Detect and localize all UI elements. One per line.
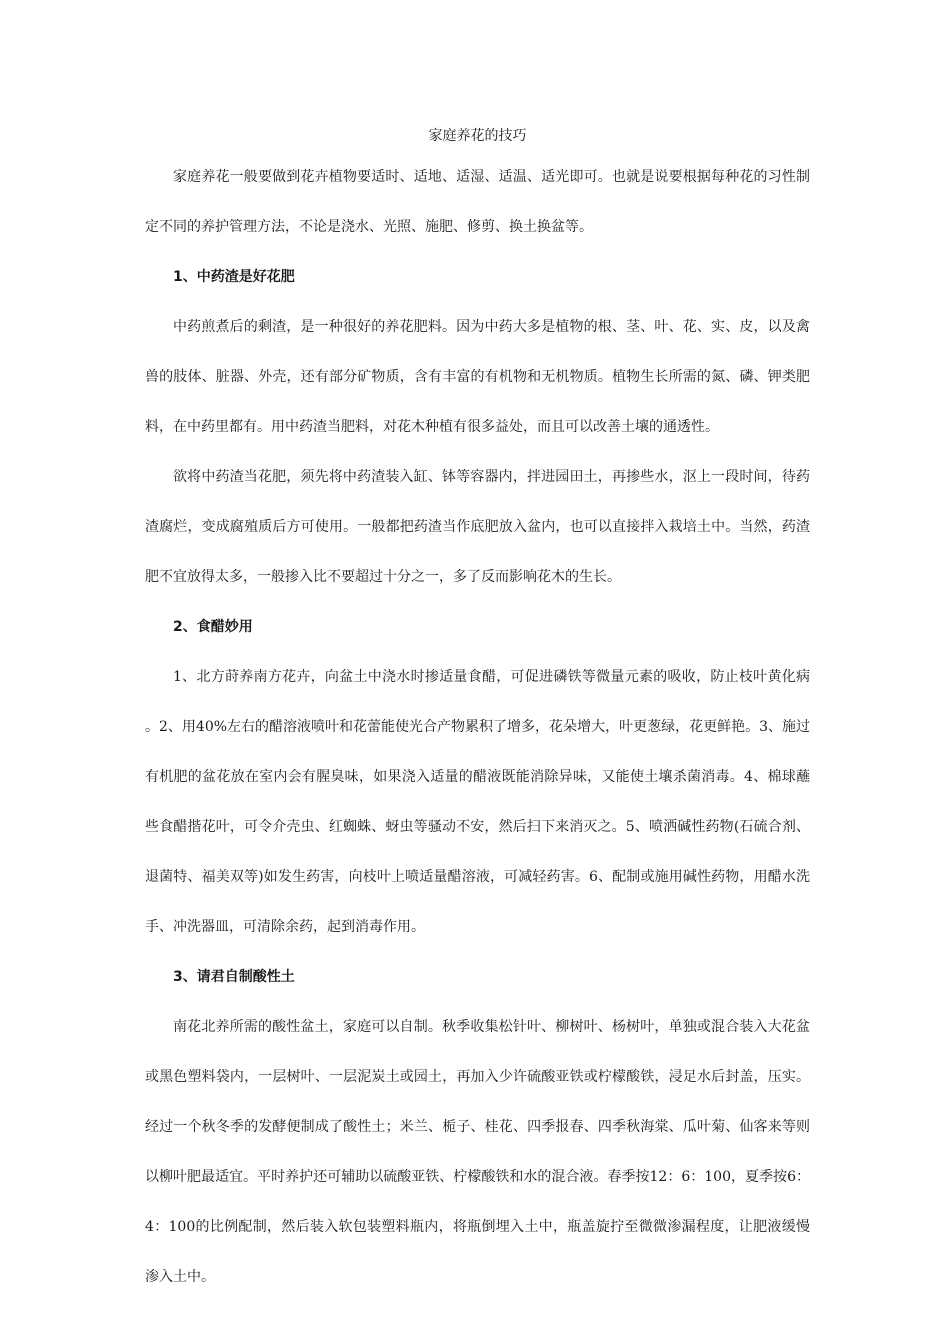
section-2-paragraph-1: 1、北方莳养南方花卉，向盆土中浇水时掺适量食醋，可促进磷铁等微量元素的吸收，防止枝叶黄化病 。2、用40%左右的醋溶液喷叶和花蕾能使光合产物累积了增多，花朵增大，叶更葱绿，花更鲜艳。3、施过有机肥的盆花放在室内会有腥臭味，如果浇入适量的醋液既能消除异味，又能使土壤杀菌消毒。4、棉球蘸些食醋揩花叶，可令介壳虫、红蜘蛛、蚜虫等骚动不安，然后扫下来消灭之。5、喷洒碱性药物(石硫合剂、退菌特、福美双等)如发生药害，向枝叶上喷适量醋溶液，可减轻药害。6、配制或施用碱性药物，用醋水洗手、冲洗器皿，可清除余药，起到消毒作用。 [145,669,810,935]
section-1-paragraph-1: 中药煎煮后的剩渣，是一种很好的养花肥料。因为中药大多是植物的根、茎、叶、花、实、皮，以及禽兽的肢体、脏器、外壳，还有部分矿物质，含有丰富的有机物和无机物质。植物生长所需的氮、磷、钾类肥料，在中药里都有。用中药渣当肥料，对花木种植有很多益处，而且可以改善土壤的通透性。 [145,319,810,435]
section-heading-3: 3、请君自制酸性土 [173,969,295,985]
section-3-paragraph-1: 南花北养所需的酸性盆土，家庭可以自制。秋季收集松针叶、柳树叶、杨树叶，单独或混合装入大花盆或黑色塑料袋内，一层树叶、一层泥炭土或园土，再加入少许硫酸亚铁或柠檬酸铁，浸足水后封盖，压实。经过一个秋冬季的发酵便制成了酸性土；米兰、栀子、桂花、四季报春、四季秋海棠、瓜叶菊、仙客来等则以柳叶肥最适宜。平时养护还可辅助以硫酸亚铁、柠檬酸铁和水的混合液。春季按12：6：100，夏季按6：4：100的比例配制，然后装入软包装塑料瓶内，将瓶倒埋入土中，瓶盖旋拧至微微渗漏程度，让肥液缓慢渗入土中。 [145,1019,810,1285]
document-page [145,120,810,1302]
section-heading-1: 1、中药渣是好花肥 [173,269,295,285]
document-title: 家庭养花的技巧 [428,128,527,144]
section-1-paragraph-2: 欲将中药渣当花肥，须先将中药渣装入缸、钵等容器内，拌进园田土，再掺些水，沤上一段时间，待药渣腐烂，变成腐殖质后方可使用。一般都把药渣当作底肥放入盆内，也可以直接拌入栽培土中。当然，药渣肥不宜放得太多，一般掺入比不要超过十分之一，多了反而影响花木的生长。 [145,469,810,585]
section-heading-2: 2、食醋妙用 [173,619,253,635]
intro-paragraph: 家庭养花一般要做到花卉植物要适时、适地、适湿、适温、适光即可。也就是说要根据每种花的习性制定不同的养护管理方法，不论是浇水、光照、施肥、修剪、换土换盆等。 [145,169,810,235]
